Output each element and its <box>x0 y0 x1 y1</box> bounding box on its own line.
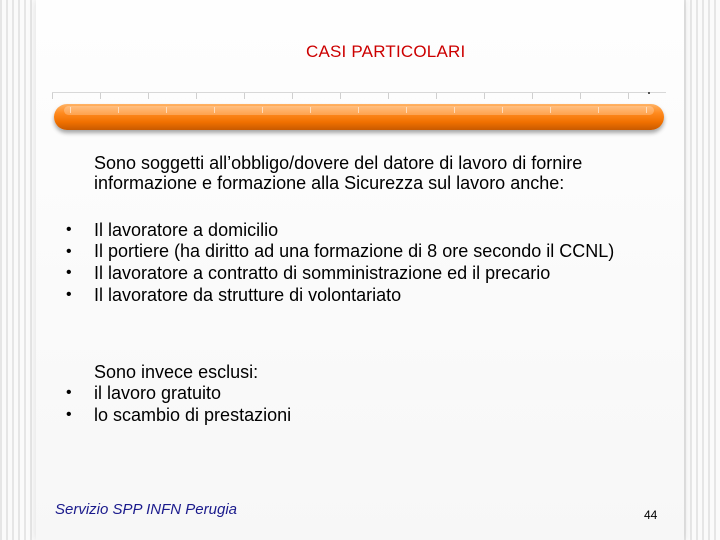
slide-title: CASI PARTICOLARI <box>306 42 466 61</box>
intro-paragraph: Sono soggetti all’obbligo/dovere del datore di lavoro di fornire informazione e formazione alla Sicurezza sul lavoro anche: <box>94 153 583 193</box>
excluded-list <box>66 382 656 426</box>
slide <box>36 0 684 540</box>
list-item: • Il lavoratore da strutture di volontariato <box>66 284 656 306</box>
excluded-heading: Sono invece esclusi: <box>94 362 259 382</box>
ruler-decoration <box>52 92 666 99</box>
footer-organization: Servizio SPP INFN Perugia <box>55 501 238 518</box>
list-item: • Il lavoratore a contratto di somministrazione ed il precario <box>66 262 656 284</box>
list-item: • Il lavoratore a domicilio <box>66 219 656 241</box>
ruler-dot <box>648 92 650 94</box>
title-accent-bar <box>54 104 664 130</box>
list-item: • il lavoro gratuito <box>66 382 656 404</box>
page-number: 44 <box>644 508 658 522</box>
list-item: • Il portiere (ha diritto ad una formazione di 8 ore secondo il CCNL) <box>66 241 656 262</box>
list-item: • lo scambio di prestazioni <box>66 404 656 426</box>
included-list <box>66 219 656 306</box>
